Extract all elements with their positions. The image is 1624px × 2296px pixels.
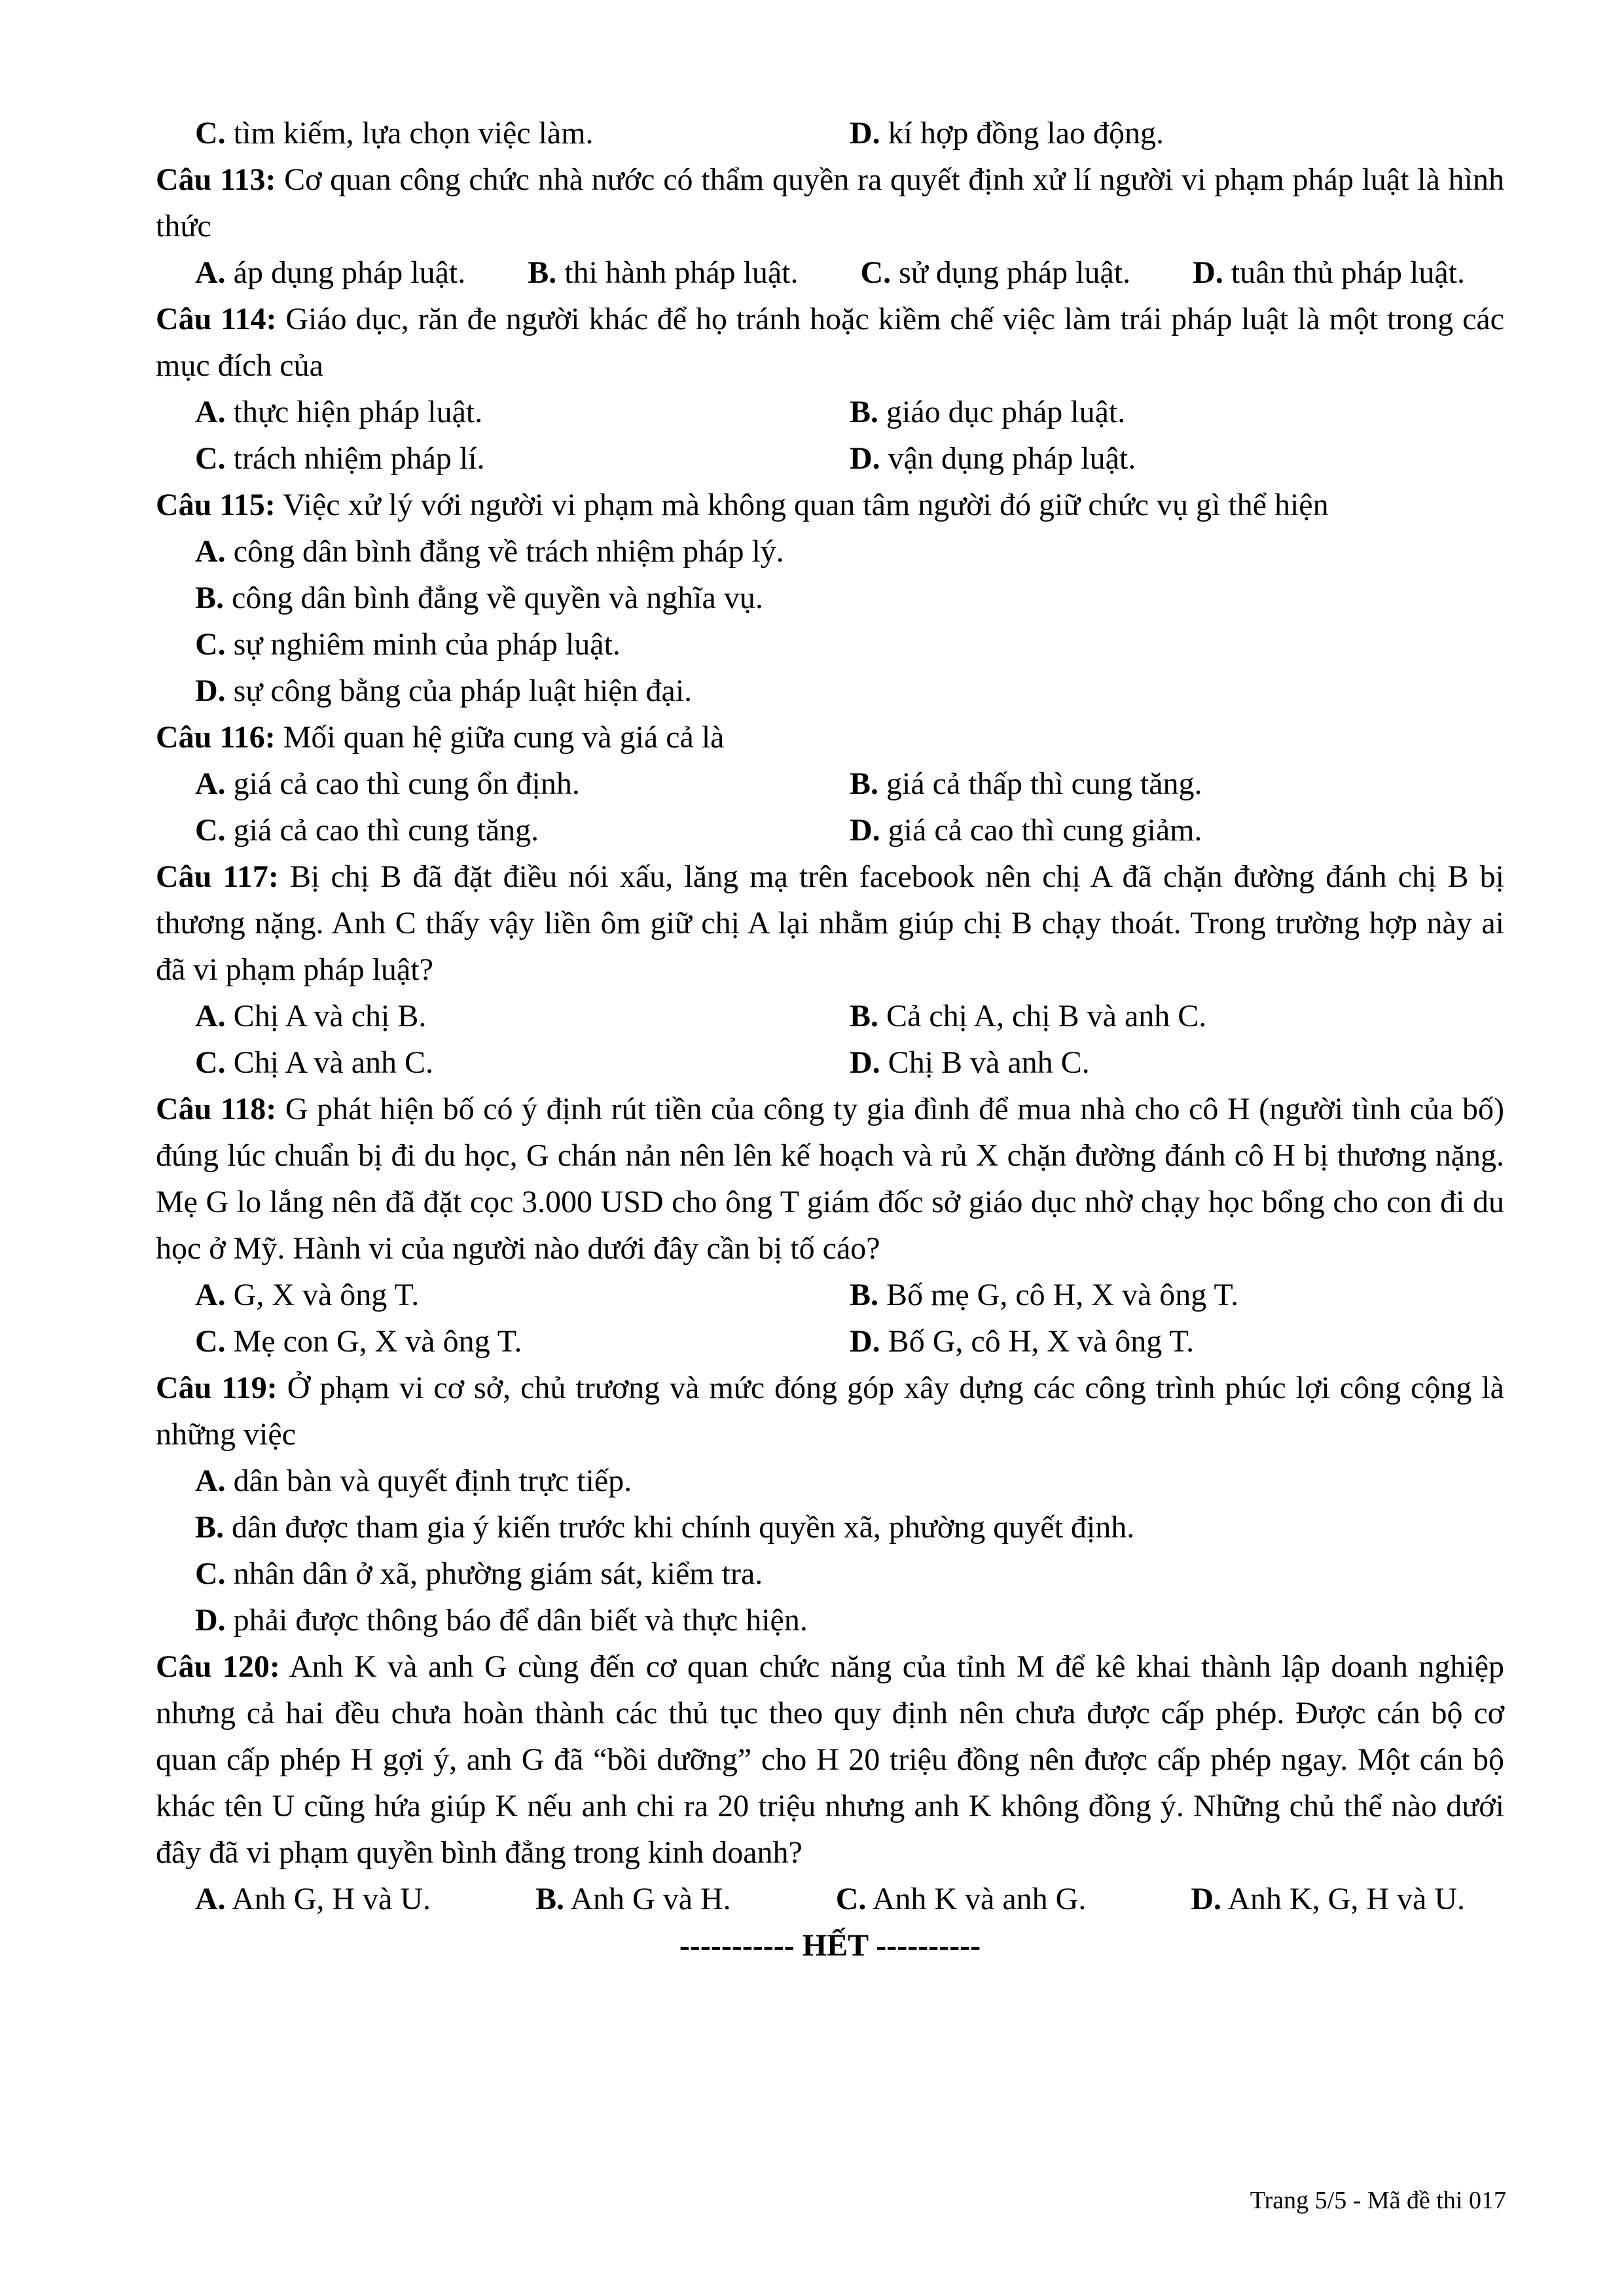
option-b: B. Cả chị A, chị B và anh C.	[850, 999, 1207, 1033]
option-prev-d: D. kí hợp đồng lao động.	[850, 116, 1164, 151]
option-a: A. áp dụng pháp luật.	[195, 255, 466, 290]
option-c: C. sử dụng pháp luật.	[860, 255, 1131, 290]
option-d: D. sự công bằng của pháp luật hiện đại.	[195, 673, 693, 708]
page-footer: Trang 5/5 - Mã đề thi 017	[1250, 2187, 1506, 2214]
options	[156, 1876, 1504, 1922]
options-row	[156, 1039, 1504, 1086]
question-stem: Câu 118: G phát hiện bố có ý định rút tiền của công ty gia đình để mua nhà cho cô H (người tình của bố) đúng lúc chuẩn bị đi du học, G chán nản nên lên kế hoạch và rủ X chặn đường đánh cô H bị thương nặng. Mẹ G lo lắng nên đã đặt cọc 3.000 USD cho ông T giám đốc sở giáo dục nhờ chạy học bổng cho con đi du học ở Mỹ. Hành vi của người nào dưới đây cần bị tố cáo?	[156, 1092, 1504, 1266]
option-c: C. trách nhiệm pháp lí.	[195, 441, 485, 476]
option-d: D. Bố G, cô H, X và ông T.	[850, 1324, 1195, 1359]
question-118	[156, 1086, 1504, 1365]
option-d: D. Anh K, G, H và U.	[1191, 1882, 1465, 1916]
question-stem: Câu 116: Mối quan hệ giữa cung và giá cả là	[156, 720, 725, 755]
option-b: B. thi hành pháp luật.	[528, 255, 799, 290]
option-d: D. Chị B và anh C.	[850, 1045, 1090, 1080]
option-a: A. Chị A và chị B.	[195, 999, 427, 1033]
question-116	[156, 714, 1504, 853]
option-b: B. Bố mẹ G, cô H, X và ông T.	[850, 1278, 1239, 1312]
options-row	[156, 1318, 1504, 1365]
option-b: B. giá cả thấp thì cung tăng.	[850, 766, 1202, 801]
options	[156, 249, 1504, 296]
option-a: A. thực hiện pháp luật.	[195, 395, 483, 429]
option-b: B. dân được tham gia ý kiến trước khi chính quyền xã, phường quyết định.	[195, 1510, 1135, 1545]
question-117	[156, 853, 1504, 1086]
option-a: A. G, X và ông T.	[195, 1278, 420, 1312]
option-a: A. dân bàn và quyết định trực tiếp.	[195, 1463, 632, 1498]
option-c: C. Chị A và anh C.	[195, 1045, 434, 1080]
option-d: D. vận dụng pháp luật.	[850, 441, 1136, 476]
option-b: B. công dân bình đẳng về quyền và nghĩa vụ.	[195, 581, 763, 615]
option-b: B. Anh G và H.	[535, 1882, 731, 1916]
options-row	[156, 807, 1504, 853]
options-row	[156, 389, 1504, 435]
question-119	[156, 1365, 1504, 1643]
option-a: A. Anh G, H và U.	[195, 1882, 431, 1916]
options-prev	[156, 110, 1504, 156]
options-row	[156, 435, 1504, 482]
option-c: C. giá cả cao thì cung tăng.	[195, 813, 539, 848]
option-d: D. giá cả cao thì cung giảm.	[850, 813, 1202, 848]
question-stem: Câu 113: Cơ quan công chức nhà nước có thẩm quyền ra quyết định xử lí người vi phạm pháp luật là hình thức	[156, 162, 1504, 243]
options-row	[156, 993, 1504, 1039]
exam-page	[156, 110, 1504, 1969]
question-stem: Câu 114: Giáo dục, răn đe người khác để họ tránh hoặc kiềm chế việc làm trái pháp luật là một trong các mục đích của	[156, 302, 1504, 383]
end-mark: ----------- HẾT ----------	[679, 1928, 981, 1963]
option-c: C. Anh K và anh G.	[835, 1882, 1087, 1916]
option-a: A. công dân bình đẳng về trách nhiệm pháp lý.	[195, 534, 784, 569]
option-c: C. sự nghiêm minh của pháp luật.	[195, 627, 621, 662]
options-row	[156, 1272, 1504, 1318]
option-a: A. giá cả cao thì cung ổn định.	[195, 766, 580, 801]
options-row	[156, 761, 1504, 807]
option-b: B. giáo dục pháp luật.	[850, 395, 1126, 429]
question-120	[156, 1643, 1504, 1922]
question-114	[156, 296, 1504, 482]
option-prev-c: C. tìm kiếm, lựa chọn việc làm.	[195, 116, 594, 151]
question-stem: Câu 119: Ở phạm vi cơ sở, chủ trương và mức đóng góp xây dựng các công trình phúc lợi công cộng là những việc	[156, 1371, 1504, 1452]
question-stem: Câu 120: Anh K và anh G cùng đến cơ quan chức năng của tỉnh M để kê khai thành lập doanh nghiệp nhưng cả hai đều chưa hoàn thành các thủ tục theo quy định nên chưa được cấp phép. Được cán bộ cơ quan cấp phép H gợi ý, anh G đã “bồi dưỡng” cho H 20 triệu đồng nên được cấp phép ngay. Một cán bộ khác tên U cũng hứa giúp K nếu anh chi ra 20 triệu nhưng anh K không đồng ý. Những chủ thể nào dưới đây đã vi phạm quyền bình đẳng trong kinh doanh?	[156, 1649, 1505, 1870]
question-stem: Câu 115: Việc xử lý với người vi phạm mà không quan tâm người đó giữ chức vụ gì thể hiện	[156, 488, 1329, 522]
question-115	[156, 482, 1504, 714]
option-c: C. nhân dân ở xã, phường giám sát, kiểm tra.	[195, 1556, 763, 1591]
option-d: D. tuân thủ pháp luật.	[1193, 255, 1465, 290]
question-stem: Câu 117: Bị chị B đã đặt điều nói xấu, lăng mạ trên facebook nên chị A đã chặn đường đánh chị B bị thương nặng. Anh C thấy vậy liền ôm giữ chị A lại nhằm giúp chị B chạy thoát. Trong trường hợp này ai đã vi phạm pháp luật?	[156, 859, 1504, 987]
question-113	[156, 156, 1504, 296]
option-c: C. Mẹ con G, X và ông T.	[195, 1324, 522, 1359]
option-d: D. phải được thông báo để dân biết và thực hiện.	[195, 1603, 808, 1638]
